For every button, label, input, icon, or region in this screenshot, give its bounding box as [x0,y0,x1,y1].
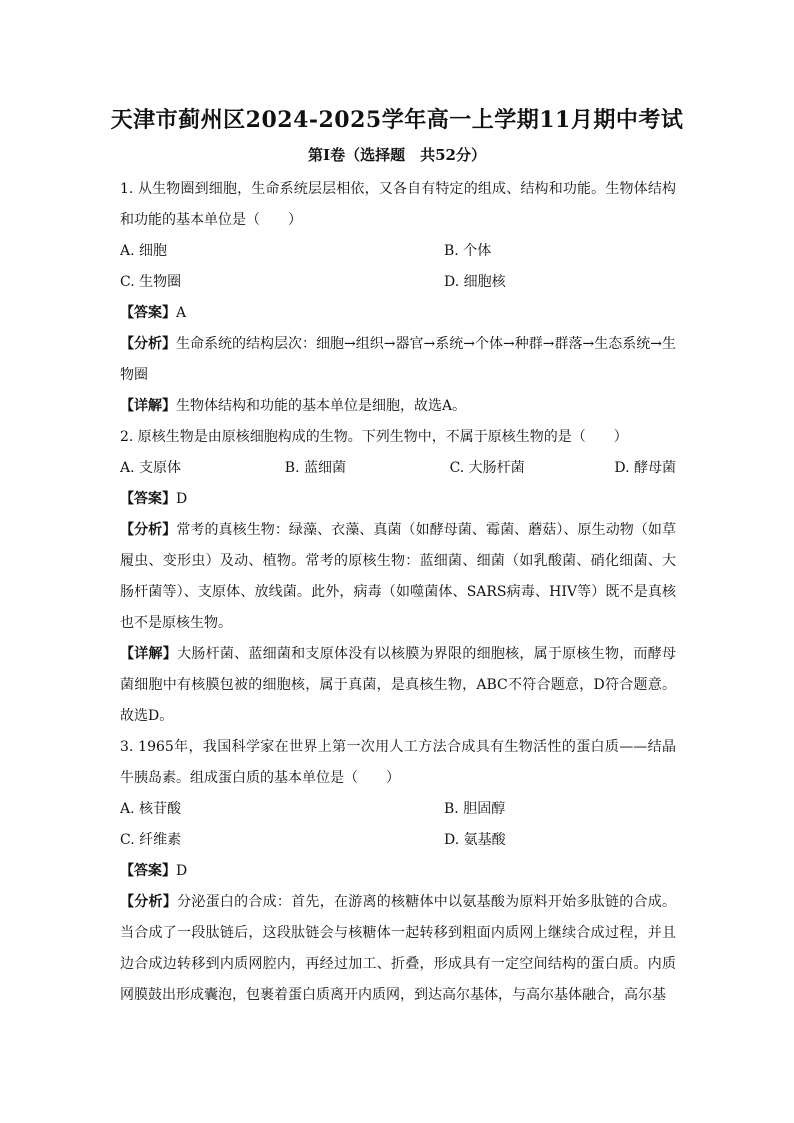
answer-line [120,856,676,887]
analysis-text: 分泌蛋白的合成：首先，在游离的核糖体中以氨基酸为原料开始多肽链的合成。当合成了一段肽链后，这段肽链会与核糖体一起转移到粗面内质网上继续合成过程，并且边合成边转移到内质网腔内，再经过加工、折叠，形成具有一定空间结构的蛋白质。内质网膜鼓出形成囊泡，包裹着蛋白质离开内质网，到达高尔基体，与高尔基体融合，高尔基 [120,894,677,1003]
section-heading: 第Ⅰ卷（选择题 共52分） [308,146,486,164]
analysis-tag: 【分析】 [120,522,177,538]
question-options [120,453,676,484]
option-c: C. 纤维素 [120,832,182,848]
option-b: B. 胆固醇 [444,801,506,817]
option-b: B. 蓝细菌 [284,460,346,476]
analysis-tag: 【分析】 [120,894,178,910]
option-d: D. 酵母菌 [614,460,676,476]
question-stem: 3. 1965年，我国科学家在世界上第一次用人工方法合成具有生物活性的蛋白质——结晶牛胰岛素。组成蛋白质的基本单位是（ ） [120,739,676,786]
option-a: A. 核苷酸 [120,801,182,817]
option-a: A. 细胞 [120,243,168,259]
detail-text: 大肠杆菌、蓝细菌和支原体没有以核膜为界限的细胞核，属于原核生物，而酵母菌细胞中有核膜包被的细胞核，属于真菌，是真核生物，ABC不符合题意，D符合题意。故选D。 [120,646,677,724]
answer-tag: 【答案】 [120,491,176,507]
analysis-paragraph [120,887,676,1011]
answer-tag: 【答案】 [120,863,176,879]
answer-line [120,298,676,329]
analysis-text: 生命系统的结构层次：细胞→组织→器官→系统→个体→种群→群落→生态系统→生物圈 [120,336,676,383]
option-c: C. 生物圈 [120,274,182,290]
analysis-text: 常考的真核生物：绿藻、衣藻、真菌（如酵母菌、霉菌、蘑菇）、原生动物（如草履虫、变形虫）及动、植物。常考的原核生物：蓝细菌、细菌（如乳酸菌、硝化细菌、大肠杆菌等）、支原体、放线菌。此外，病毒（如噬菌体、SARS病毒、HIV等）既不是真核也不是原核生物。 [120,522,677,631]
answer-value: D [176,491,188,507]
detail-paragraph [120,391,676,422]
question-stem: 1. 从生物圈到细胞，生命系统层层相依，又各自有特定的组成、结构和功能。生物体结构和功能的基本单位是（ ） [120,181,676,228]
option-d: D. 细胞核 [444,274,506,290]
option-d: D. 氨基酸 [444,832,506,848]
analysis-tag: 【分析】 [120,336,177,352]
analysis-paragraph [120,329,676,391]
option-c: C. 大肠杆菌 [449,460,525,476]
detail-paragraph [120,639,676,732]
answer-line [120,484,676,515]
question-stem: 2. 原核生物是由原核细胞构成的生物。下列生物中，不属于原核生物的是（ ） [120,429,628,445]
question-options [120,794,676,856]
answer-value: D [176,863,188,879]
detail-tag: 【详解】 [120,398,176,414]
answer-value: A [176,305,187,321]
document-body [120,174,676,1011]
option-b: B. 个体 [444,243,492,259]
answer-tag: 【答案】 [120,305,176,321]
detail-tag: 【详解】 [120,646,178,662]
option-a: A. 支原体 [120,460,182,476]
page-title: 天津市蓟州区2024-2025学年高一上学期11月期中考试 [110,107,684,133]
question-options [120,236,676,298]
detail-text: 生物体结构和功能的基本单位是细胞，故选A。 [176,398,467,414]
analysis-paragraph [120,515,676,639]
